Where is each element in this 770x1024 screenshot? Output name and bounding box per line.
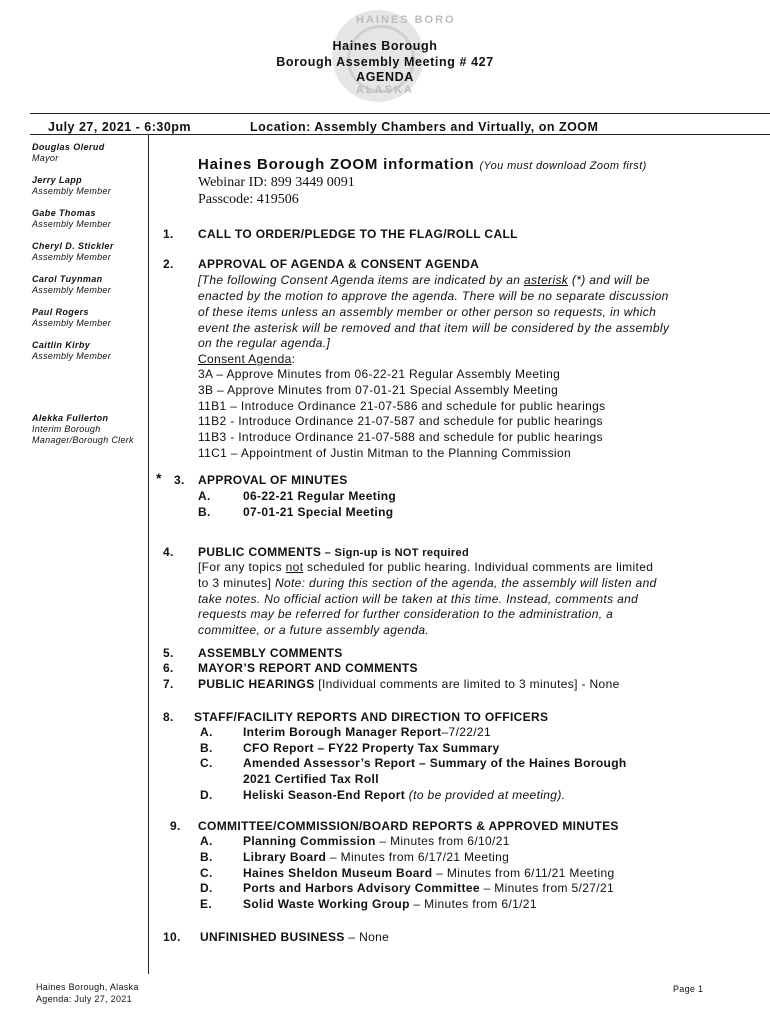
sub-label: D. xyxy=(200,788,213,802)
text: : xyxy=(291,352,296,366)
item-title: COMMITTEE/COMMISSION/BOARD REPORTS & APPROVED MINUTES xyxy=(198,819,619,833)
member-role: Assembly Member xyxy=(32,252,112,262)
text: Interim Borough Manager Report xyxy=(243,725,442,739)
item-title: PUBLIC COMMENTS xyxy=(198,545,322,559)
footer-location: Haines Borough, Alaska xyxy=(36,982,139,992)
sub-item xyxy=(243,881,614,896)
agenda-title: AGENDA xyxy=(356,70,414,84)
text: Haines Sheldon Museum Board xyxy=(243,866,433,880)
asterisk-word: asterisk xyxy=(524,273,569,287)
public-hearings-line xyxy=(198,677,620,692)
unfinished-business-line xyxy=(200,930,389,945)
seal-text-bottom: ALASKA xyxy=(356,84,414,96)
text: Planning Commission xyxy=(243,834,376,848)
item-title: STAFF/FACILITY REPORTS AND DIRECTION TO OFFICERS xyxy=(194,710,549,724)
text: – Minutes from 5/27/21 xyxy=(479,881,614,895)
page-number: Page 1 xyxy=(673,984,704,994)
item-number: 2. xyxy=(163,257,174,271)
member-role: Mayor xyxy=(32,153,59,163)
member-name: Caitlin Kirby xyxy=(32,340,91,350)
sub-label: E. xyxy=(200,897,213,911)
sub-label: B. xyxy=(200,741,213,755)
zoom-title-text: Haines Borough ZOOM information xyxy=(198,156,475,173)
item-number: 5. xyxy=(163,646,174,660)
sub-item: 07-01-21 Special Meeting xyxy=(243,505,394,519)
sub-item: 06-22-21 Regular Meeting xyxy=(243,489,397,503)
text: (to be provided at meeting). xyxy=(405,788,566,802)
consent-label-text: Consent Agenda xyxy=(198,352,292,366)
header-rule-bottom xyxy=(30,134,770,135)
meeting-location: Location: Assembly Chambers and Virtually, on ZOOM xyxy=(250,120,599,134)
text: (*) and will be xyxy=(568,273,650,287)
comments-line: requests may be referred for further consideration to the administration, a xyxy=(198,607,614,621)
sub-item xyxy=(243,897,537,912)
sub-item xyxy=(243,850,509,865)
sub-item-continued: 2021 Certified Tax Roll xyxy=(243,772,379,786)
text: Note: during this section of the agenda, the assembly will listen and xyxy=(274,576,657,590)
item-title: MAYOR’S REPORT AND COMMENTS xyxy=(198,661,418,675)
member-name: Douglas Olerud xyxy=(32,142,105,152)
sidebar-divider xyxy=(148,134,149,974)
member-role: Interim Borough xyxy=(32,424,101,434)
consent-item: 11B1 – Introduce Ordinance 21-07-586 and schedule for public hearings xyxy=(198,399,606,413)
sub-item xyxy=(243,834,510,849)
item-number: 8. xyxy=(163,710,174,724)
member-role: Assembly Member xyxy=(32,351,112,361)
sub-item xyxy=(243,725,491,740)
comments-line xyxy=(198,560,653,575)
text: Library Board xyxy=(243,850,327,864)
consent-item: 11B3 - Introduce Ordinance 21-07-588 and schedule for public hearings xyxy=(198,430,603,444)
item-title: APPROVAL OF MINUTES xyxy=(198,473,348,487)
text: – Minutes from 6/11/21 Meeting xyxy=(432,866,615,880)
sub-label: A. xyxy=(200,834,213,848)
passcode: Passcode: 419506 xyxy=(198,192,299,207)
text: – Minutes from 6/10/21 xyxy=(375,834,510,848)
text: [The following Consent Agenda items are indicated by an xyxy=(198,273,525,287)
sub-label: B. xyxy=(198,505,211,519)
consent-note-line: on the regular agenda.] xyxy=(198,336,331,350)
meeting-title: Borough Assembly Meeting # 427 xyxy=(276,55,494,69)
item-title: UNFINISHED BUSINESS xyxy=(200,930,345,944)
item-number: 1. xyxy=(163,227,174,241)
sub-label: A. xyxy=(198,489,211,503)
text: – Minutes from 6/17/21 Meeting xyxy=(326,850,510,864)
item-number: 10. xyxy=(163,930,181,944)
sub-label: D. xyxy=(200,881,213,895)
signup-note: – Sign-up is NOT required xyxy=(321,547,470,559)
item-number: 3. xyxy=(174,473,185,487)
text: not xyxy=(285,560,304,574)
comments-line: committee, or a future assembly agenda. xyxy=(198,623,430,637)
member-role: Assembly Member xyxy=(32,186,112,196)
consent-item: 3B – Approve Minutes from 07-01-21 Special Assembly Meeting xyxy=(198,383,559,397)
member-role: Manager/Borough Clerk xyxy=(32,435,134,445)
item-number: 6. xyxy=(163,661,174,675)
sub-item xyxy=(243,788,565,803)
member-name: Cheryl D. Stickler xyxy=(32,241,114,251)
member-name: Jerry Lapp xyxy=(32,175,83,185)
text: Heliski Season-End Report xyxy=(243,788,406,802)
text: Ports and Harbors Advisory Committee xyxy=(243,881,480,895)
member-role: Assembly Member xyxy=(32,219,112,229)
sub-item: Amended Assessor’s Report – Summary of the Haines Borough xyxy=(243,756,627,770)
text: to 3 minutes] xyxy=(198,576,275,590)
consent-note-line: event the asterisk will be removed and that item will be considered by the assembly xyxy=(198,321,670,335)
consent-asterisk: * xyxy=(156,470,162,486)
item-title: PUBLIC HEARINGS xyxy=(198,677,315,691)
sub-item: CFO Report – FY22 Property Tax Summary xyxy=(243,741,500,755)
sub-label: C. xyxy=(200,866,213,880)
item-title: CALL TO ORDER/PLEDGE TO THE FLAG/ROLL CALL xyxy=(198,227,518,241)
org-title: Haines Borough xyxy=(332,39,438,53)
item-number: 7. xyxy=(163,677,174,691)
zoom-note: (You must download Zoom first) xyxy=(479,160,647,172)
member-name: Alekka Fullerton xyxy=(32,413,109,423)
public-comments-heading xyxy=(198,545,469,561)
seal-text-top: HAINES BORO xyxy=(356,14,456,26)
consent-item: 11B2 - Introduce Ordinance 21-07-587 and schedule for public hearings xyxy=(198,414,603,428)
consent-agenda-label xyxy=(198,352,295,367)
member-name: Gabe Thomas xyxy=(32,208,96,218)
consent-item: 3A – Approve Minutes from 06-22-21 Regular Assembly Meeting xyxy=(198,367,561,381)
sub-item xyxy=(243,866,615,881)
text: [Individual comments are limited to 3 minutes] - None xyxy=(314,677,620,691)
footer-date: Agenda: July 27, 2021 xyxy=(36,994,132,1004)
text: scheduled for public hearing. Individual comments are limited xyxy=(303,560,654,574)
comments-line xyxy=(198,576,657,591)
sub-label: A. xyxy=(200,725,213,739)
text: – Minutes from 6/1/21 xyxy=(409,897,537,911)
member-name: Paul Rogers xyxy=(32,307,89,317)
consent-note-line: of these items unless an assembly member or other person so requests, in which xyxy=(198,305,657,319)
text: –7/22/21 xyxy=(441,725,492,739)
member-role: Assembly Member xyxy=(32,285,112,295)
consent-item: 11C1 – Appointment of Justin Mitman to the Planning Commission xyxy=(198,446,571,460)
zoom-info-title xyxy=(198,156,647,173)
header-rule-top xyxy=(30,113,770,114)
comments-line: take notes. No official action will be taken at this time. Instead, comments and xyxy=(198,592,639,606)
item-title: ASSEMBLY COMMENTS xyxy=(198,646,343,660)
member-role: Assembly Member xyxy=(32,318,112,328)
text: Solid Waste Working Group xyxy=(243,897,410,911)
item-number: 4. xyxy=(163,545,174,559)
member-name: Carol Tuynman xyxy=(32,274,103,284)
text: [For any topics xyxy=(198,560,286,574)
meeting-datetime: July 27, 2021 - 6:30pm xyxy=(48,120,192,134)
consent-note-line xyxy=(198,273,650,288)
consent-note-line: enacted by the motion to approve the agenda. There will be no separate discussion xyxy=(198,289,669,303)
sub-label: B. xyxy=(200,850,213,864)
webinar-id: Webinar ID: 899 3449 0091 xyxy=(198,175,355,190)
text: – None xyxy=(344,930,390,944)
item-title: APPROVAL OF AGENDA & CONSENT AGENDA xyxy=(198,257,480,271)
sub-label: C. xyxy=(200,756,213,770)
item-number: 9. xyxy=(170,819,181,833)
